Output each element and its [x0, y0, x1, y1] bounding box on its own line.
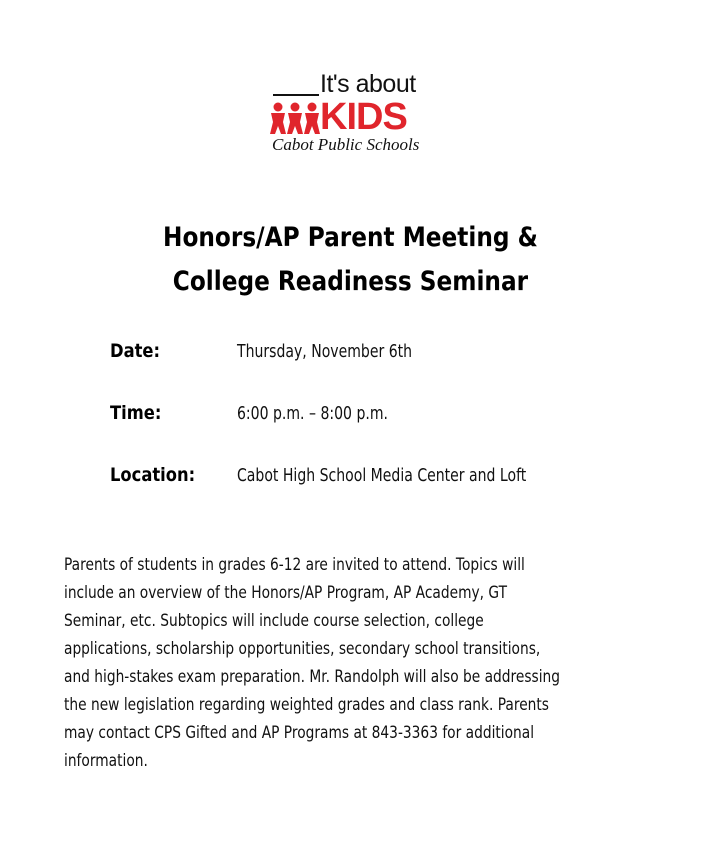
page-title [49, 216, 652, 304]
location-value: Cabot High School Media Center and Loft [237, 465, 527, 486]
date-row [110, 340, 630, 402]
title-line-1: Honors/AP Parent Meeting & [163, 222, 538, 253]
paragraph-line: and high-stakes exam preparation. Mr. Randolph will also be addressing [64, 667, 561, 687]
paragraph-line: Parents of students in grades 6-12 are invited to attend. Topics will [64, 555, 525, 575]
paragraph-line: Seminar, etc. Subtopics will include course selection, college [64, 611, 484, 631]
description-paragraph [64, 551, 635, 775]
paragraph-line: may contact CPS Gifted and AP Programs at 843-3363 for additional [64, 723, 535, 743]
time-label: Time: [110, 402, 162, 424]
time-row [110, 402, 630, 464]
logo-kids-text: KIDS [320, 96, 407, 138]
paragraph-line: applications, scholarship opportunities, secondary school transitions, [64, 639, 541, 659]
event-details [110, 340, 630, 526]
paragraph-line: the new legislation regarding weighted grades and class rank. Parents [64, 695, 549, 715]
title-line-2: College Readiness Seminar [172, 266, 529, 297]
time-value: 6:00 p.m. – 8:00 p.m. [237, 403, 388, 424]
location-label: Location: [110, 464, 196, 486]
district-logo [268, 70, 438, 160]
logo-tagline: It's about [320, 70, 416, 98]
logo-underline [273, 94, 319, 96]
logo-organization: Cabot Public Schools [272, 135, 420, 154]
logo-kids-row [268, 98, 438, 138]
paragraph-line: include an overview of the Honors/AP Program, AP Academy, GT [64, 583, 507, 603]
date-value: Thursday, November 6th [237, 341, 413, 362]
paragraph-line: information. [64, 751, 148, 771]
date-label: Date: [110, 340, 161, 362]
location-row [110, 464, 630, 526]
